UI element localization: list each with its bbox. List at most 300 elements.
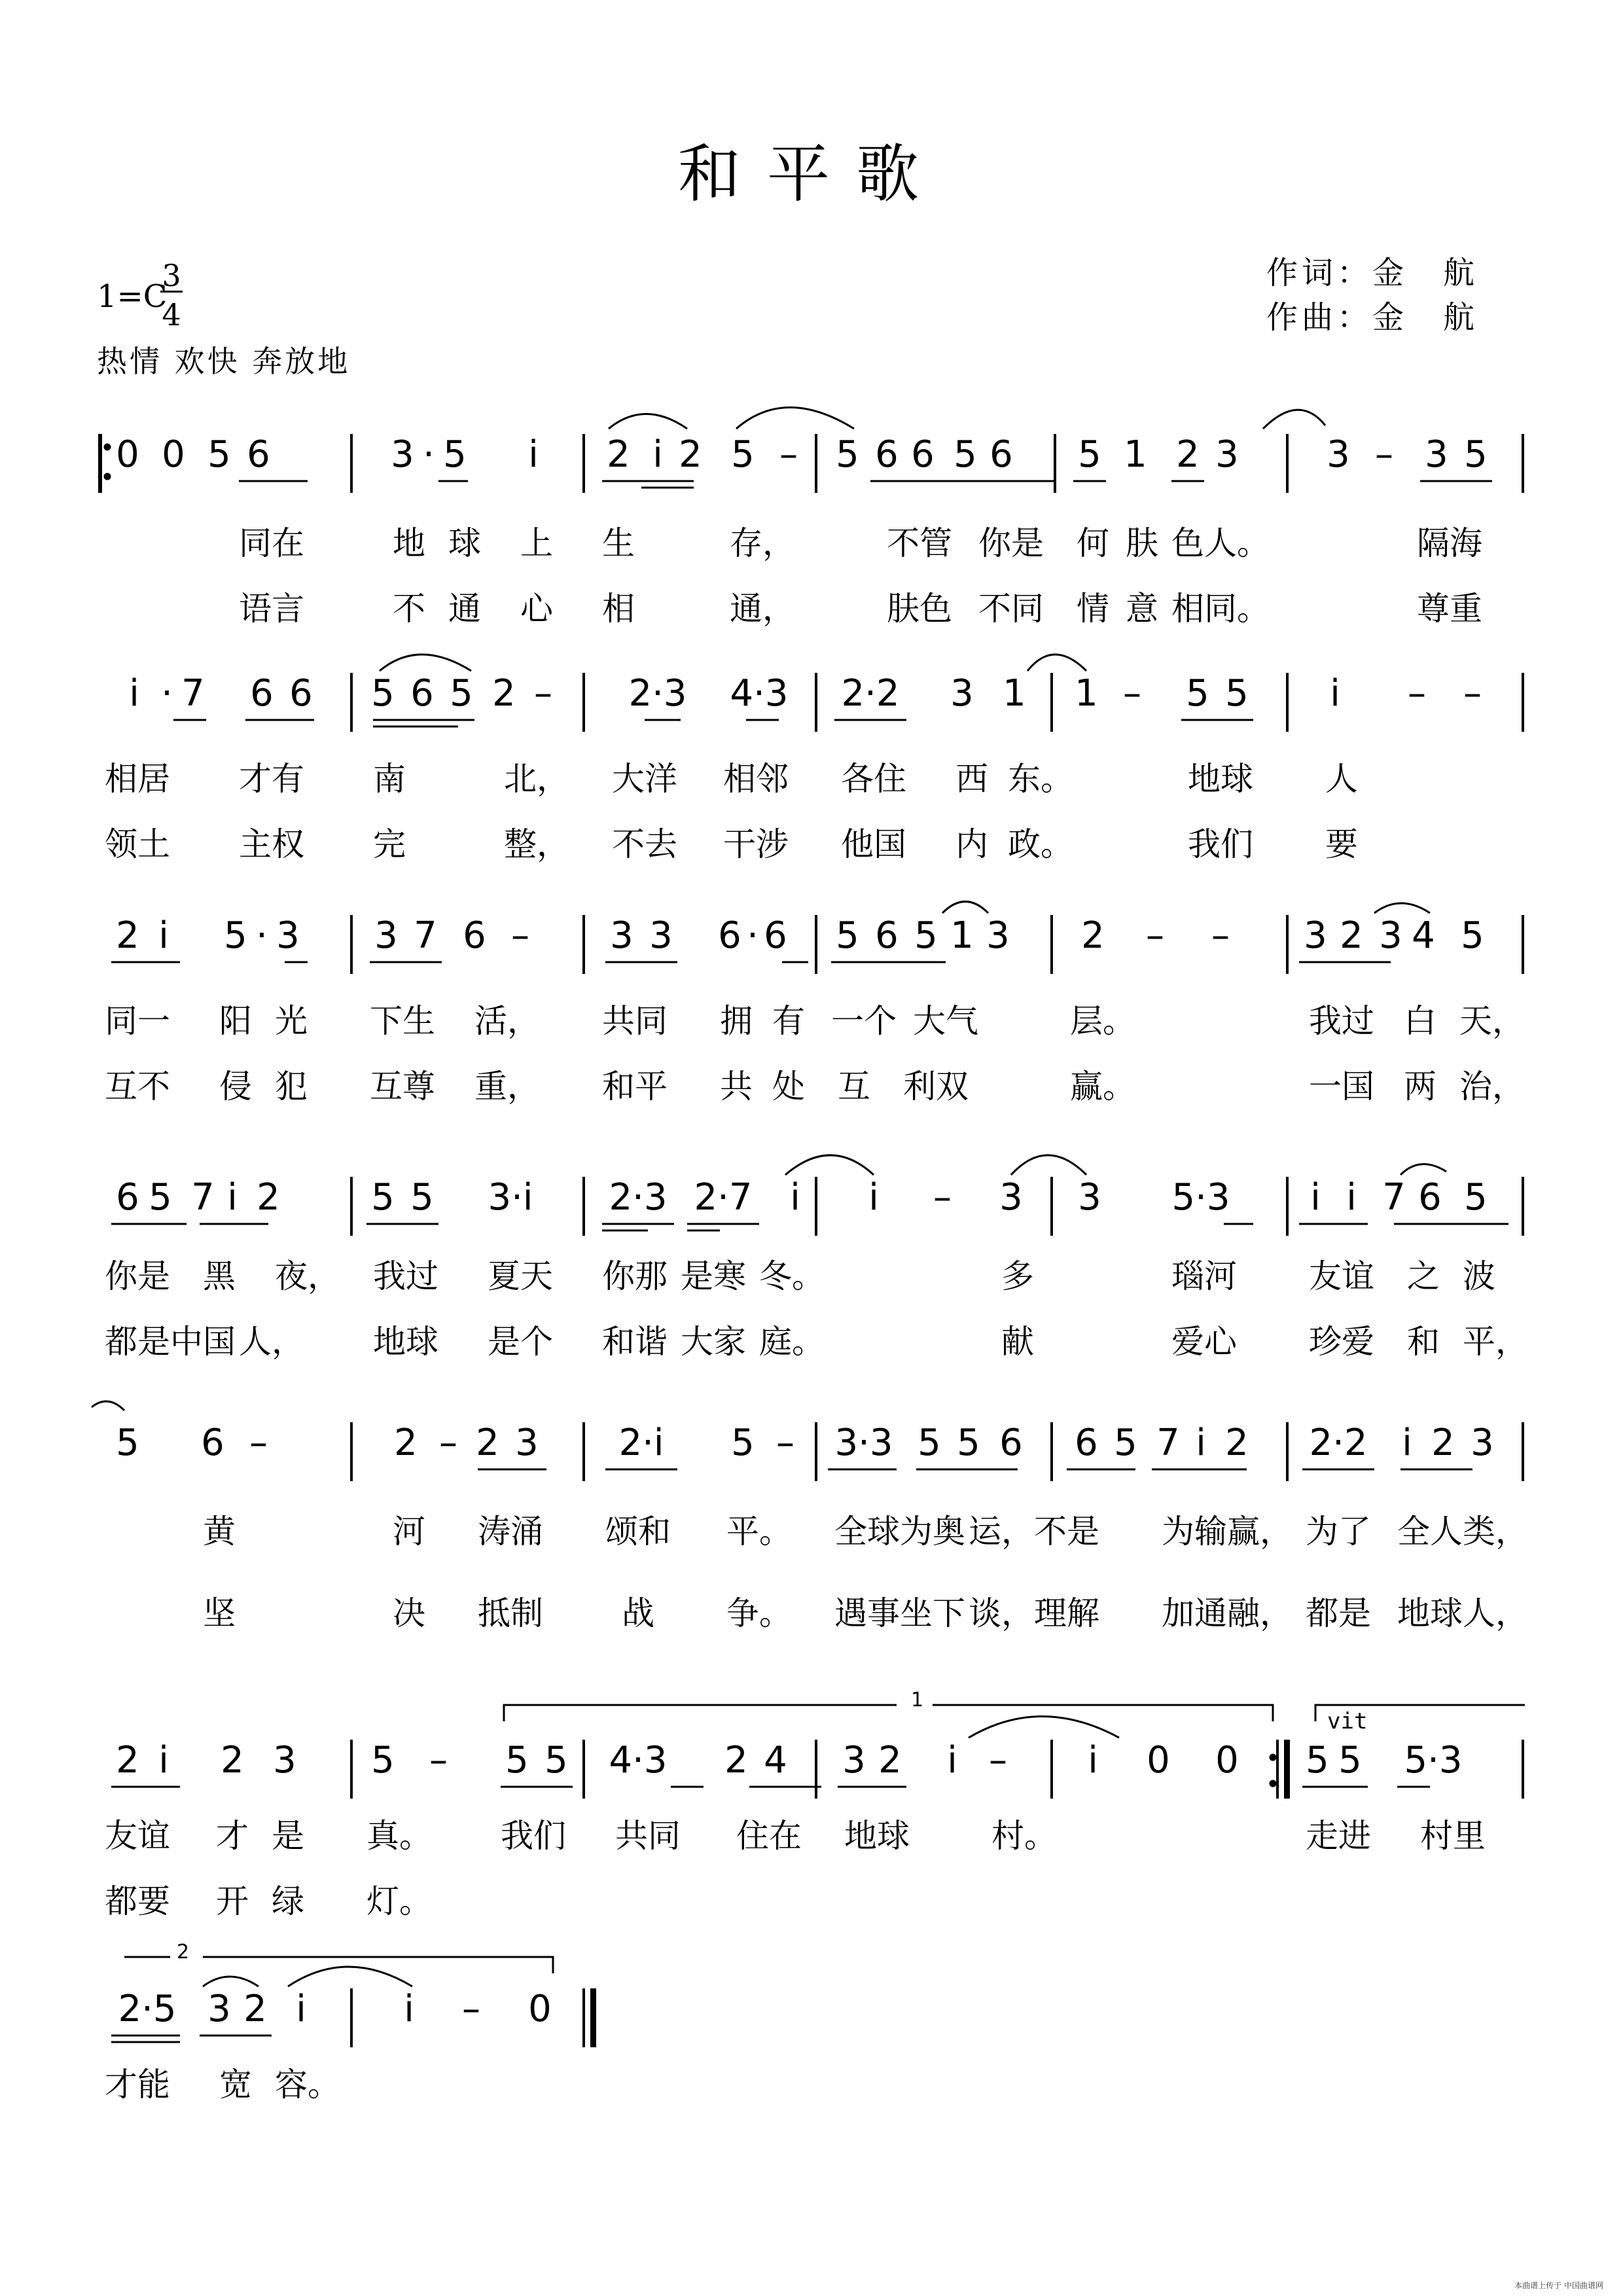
lyric: 两 <box>1404 1067 1436 1105</box>
lyric: 色人。 <box>1171 524 1270 562</box>
note: 2·5 <box>118 1988 177 2030</box>
note: 2 <box>221 1739 244 1782</box>
note: i <box>1088 1739 1098 1782</box>
note: 2 <box>1081 914 1105 957</box>
note: – <box>1146 914 1164 957</box>
note: 5 <box>731 1422 755 1464</box>
note: i <box>404 1988 414 2030</box>
lyric: 我们 <box>501 1817 566 1855</box>
lyric: 平。 <box>726 1513 792 1551</box>
lyric: 加通融， <box>1162 1594 1293 1632</box>
lyric: 不 <box>393 590 425 628</box>
volta-2-label: 2 <box>177 1941 190 1964</box>
note: i <box>227 1176 238 1219</box>
note: 6 <box>875 914 899 957</box>
note: 5·3 <box>1171 1176 1230 1219</box>
lyric: 上 <box>520 524 553 562</box>
lyric: 光 <box>275 1002 308 1040</box>
lyric: 开 <box>216 1882 249 1920</box>
lyric: 抵制 <box>478 1594 543 1632</box>
lyric: 和谐 <box>602 1323 668 1361</box>
lyric: 一国 <box>1309 1067 1374 1105</box>
note: 2 <box>116 1739 139 1782</box>
note: 3 <box>1425 433 1448 476</box>
note: · <box>256 914 268 957</box>
note: 5 <box>207 433 231 476</box>
note: 5 <box>731 433 755 476</box>
note: 6 <box>999 1422 1023 1464</box>
lyric: 黑 <box>203 1257 236 1295</box>
barline <box>1286 673 1289 732</box>
note: – <box>462 1988 480 2030</box>
lyric: 村。 <box>991 1817 1057 1855</box>
lyric: 都是 <box>105 1323 170 1361</box>
note: 2 <box>116 914 139 957</box>
score-system-7 <box>98 1983 1531 2055</box>
lyric: 治， <box>1459 1067 1525 1105</box>
tempo-marking: 热情 欢快 奔放地 <box>97 344 351 379</box>
lyric: 决 <box>393 1594 425 1632</box>
lyric: 互不 <box>105 1067 170 1105</box>
note: 4·3 <box>730 672 789 715</box>
barline <box>815 434 817 493</box>
lyric: 夏天 <box>488 1257 553 1295</box>
lyric: 共 <box>720 1067 753 1105</box>
note: – <box>511 914 529 957</box>
note: 5 <box>224 914 247 957</box>
lyric: 才能 <box>105 2066 170 2104</box>
note: i <box>129 672 139 715</box>
note: 5 <box>1114 1422 1137 1464</box>
note: 5 <box>1306 1739 1329 1782</box>
volta-bracket <box>504 1705 897 1721</box>
note: 4 <box>764 1739 787 1782</box>
barline <box>1286 915 1289 974</box>
note: 2 <box>492 672 516 715</box>
barline <box>1050 673 1053 732</box>
lyric: 地球 <box>373 1323 438 1361</box>
lyric: 友谊 <box>1309 1257 1374 1295</box>
repeat-end-barline <box>1276 1740 1279 1799</box>
lyric: 侵 <box>219 1067 252 1105</box>
lyric: 谈，理解 <box>969 1594 1099 1632</box>
note: 4·3 <box>609 1739 668 1782</box>
lyric: 我过 <box>1309 1002 1374 1040</box>
lyric: 人， <box>239 1323 304 1361</box>
lyric: 赢。 <box>1070 1067 1135 1105</box>
lyrics-verse-1-line-3 <box>98 998 1538 1044</box>
lyric: 不去 <box>612 825 677 863</box>
note: 3 <box>515 1422 539 1464</box>
lyric: 瑙河 <box>1171 1257 1237 1295</box>
lyric: 同一 <box>105 1002 170 1040</box>
barline <box>1522 915 1524 974</box>
lyric: 互尊 <box>370 1067 435 1105</box>
note: i <box>528 433 539 476</box>
note: 6 <box>289 672 313 715</box>
barline <box>815 1740 817 1799</box>
note: – <box>989 1739 1007 1782</box>
note: 6 <box>1418 1176 1442 1219</box>
lyric: 肤 <box>1126 524 1158 562</box>
lyric: 全人类， <box>1397 1513 1528 1551</box>
lyric: 庭。 <box>759 1323 825 1361</box>
lyric: 全球为奥 <box>834 1513 965 1551</box>
barline <box>350 434 353 493</box>
lyric: 我们 <box>1188 825 1253 863</box>
score-system-5 <box>98 1417 1531 1489</box>
barline <box>582 434 585 493</box>
lyric: 共同 <box>602 1002 668 1040</box>
note: 2·3 <box>609 1176 668 1219</box>
lyric: 不管 <box>887 524 952 562</box>
note: 5 <box>957 1422 980 1464</box>
lyric: 共同 <box>615 1817 681 1855</box>
note: 6 <box>463 914 486 957</box>
lyrics-verse-2-line-3 <box>98 1064 1538 1109</box>
note: 2 <box>679 433 702 476</box>
barline <box>1522 673 1524 732</box>
lyric: 整， <box>504 825 569 863</box>
barline <box>1050 1740 1053 1799</box>
barline <box>1286 434 1289 493</box>
barline <box>1522 1422 1524 1481</box>
note: 7 <box>1382 1176 1406 1219</box>
lyric: 一个 <box>831 1002 897 1040</box>
note: 6 <box>875 433 899 476</box>
note: 3 <box>1379 914 1402 957</box>
lyric: 是个 <box>488 1323 553 1361</box>
note: i <box>158 914 169 957</box>
note: 1 <box>1124 433 1147 476</box>
note: 6 <box>250 672 274 715</box>
barline <box>582 673 585 732</box>
note: 2·i <box>618 1422 664 1464</box>
repeat-start-barline <box>98 434 102 493</box>
lyric: 都要 <box>105 1882 170 1920</box>
note: 7 <box>1156 1422 1180 1464</box>
barline <box>350 1740 353 1799</box>
time-signature-denominator: 4 <box>162 297 181 332</box>
lyric: 为了 <box>1306 1513 1371 1551</box>
note: 5 <box>149 1176 172 1219</box>
note: – <box>1123 672 1141 715</box>
lyric: 内 <box>955 825 988 863</box>
note: – <box>439 1422 457 1464</box>
lyric: 人 <box>1325 760 1358 798</box>
lyric: 你是 <box>105 1257 170 1295</box>
barline <box>815 915 817 974</box>
lyric: 容。 <box>275 2066 340 2104</box>
note: i <box>652 433 663 476</box>
repeat-end-thick-barline <box>1284 1740 1290 1799</box>
lyric: 处 <box>772 1067 805 1105</box>
barline <box>350 1177 353 1236</box>
note: 5 <box>1461 914 1484 957</box>
note: 5 <box>371 672 395 715</box>
lyric: 语言 <box>239 590 304 628</box>
note: i <box>1346 1176 1357 1219</box>
lyric: 重， <box>474 1067 540 1105</box>
note: 5 <box>954 433 977 476</box>
note: 5 <box>914 914 938 957</box>
note: – <box>1408 672 1426 715</box>
lyric: 冬。 <box>759 1257 825 1295</box>
barline <box>350 915 353 974</box>
note: i <box>868 1176 879 1219</box>
note: 5 <box>544 1739 568 1782</box>
note: i <box>790 1176 800 1219</box>
lyric: 政。 <box>1008 825 1073 863</box>
barline <box>1054 434 1056 493</box>
lyric: 是 <box>272 1817 304 1855</box>
barline <box>1050 1177 1053 1236</box>
lyric: 互 <box>838 1067 870 1105</box>
note: i <box>296 1988 306 2030</box>
note: 3 <box>610 914 633 957</box>
volta-bracket <box>203 1957 553 1973</box>
lyric: 下生 <box>370 1002 435 1040</box>
note: 2 <box>607 433 630 476</box>
lyric: 才有 <box>239 760 304 798</box>
note: 3 <box>999 1176 1023 1219</box>
note: 5 <box>371 1176 395 1219</box>
slur <box>609 414 687 429</box>
lyric: 多 <box>1001 1257 1034 1295</box>
source-footer: 本曲谱上传于 中国曲谱网 <box>1514 2281 1603 2290</box>
barline <box>350 1422 353 1481</box>
score-system-3 <box>98 910 1531 982</box>
note: 0 <box>1215 1739 1239 1782</box>
note: 3 <box>1078 1176 1101 1219</box>
lyrics-final-line <box>98 2062 1538 2108</box>
time-signature-numerator: 3 <box>160 260 183 293</box>
lyric: 地球人， <box>1397 1594 1528 1632</box>
note: 2·2 <box>841 672 900 715</box>
lyric: 和 <box>1407 1323 1440 1361</box>
note: 2·7 <box>694 1176 753 1219</box>
barline <box>1522 1740 1524 1799</box>
lyric: 坚 <box>203 1594 236 1632</box>
note: 5 <box>836 914 859 957</box>
note: i <box>1330 672 1340 715</box>
note: 3·i <box>488 1176 533 1219</box>
lyric: 和平 <box>602 1067 668 1105</box>
barline <box>815 1177 817 1236</box>
barline <box>1522 434 1524 493</box>
lyric: 情 <box>1077 590 1109 628</box>
note: 3 <box>276 914 300 957</box>
note: 5·3 <box>1404 1739 1463 1782</box>
lyrics-verse-1-line-1 <box>98 520 1538 566</box>
lyric: 活， <box>474 1002 540 1040</box>
note: 2 <box>1431 1422 1455 1464</box>
note: · <box>161 672 173 715</box>
note: 5 <box>116 1422 139 1464</box>
lyric: 大洋 <box>612 760 677 798</box>
lyric: 真。 <box>366 1817 432 1855</box>
lyric: 运，不是 <box>969 1513 1099 1551</box>
lyrics-verse-2-line-1 <box>98 586 1538 632</box>
lyric: 宽 <box>219 2066 252 2104</box>
note: 5 <box>410 1176 434 1219</box>
lyric: 争。 <box>726 1594 792 1632</box>
lyric: 相同。 <box>1171 590 1270 628</box>
final-thin-barline <box>582 1988 585 2047</box>
note: 5 <box>918 1422 941 1464</box>
vitesse-mark: vit <box>1327 1708 1368 1734</box>
barline <box>1522 1177 1524 1236</box>
lyric: 白 <box>1404 1002 1436 1040</box>
note: 7 <box>414 914 437 957</box>
note: 6 <box>990 433 1013 476</box>
lyric: 主权 <box>239 825 304 863</box>
note: 3 <box>391 433 414 476</box>
note: 2·2 <box>1309 1422 1368 1464</box>
lyric: 战 <box>622 1594 654 1632</box>
score-system-2 <box>98 668 1531 740</box>
note: · <box>747 914 758 957</box>
lyric: 尊重 <box>1417 590 1482 628</box>
lyric: 绿 <box>272 1882 304 1920</box>
lyric: 天， <box>1459 1002 1525 1040</box>
lyric: 颂和 <box>605 1513 671 1551</box>
lyric: 存， <box>730 524 795 562</box>
lyric: 干涉 <box>723 825 789 863</box>
lyric: 都是 <box>1306 1594 1371 1632</box>
note: i <box>158 1739 169 1782</box>
note: i <box>1310 1176 1321 1219</box>
lyric: 你那 <box>602 1257 668 1295</box>
note: 5 <box>505 1739 529 1782</box>
lyric: 相 <box>602 590 635 628</box>
note: 5 <box>1186 672 1209 715</box>
barline <box>350 1988 353 2047</box>
barline <box>1286 1422 1289 1481</box>
score-system-1 <box>98 429 1531 501</box>
lyric: 地球 <box>1188 760 1253 798</box>
lyric: 拥 <box>720 1002 753 1040</box>
lyric: 球 <box>448 524 481 562</box>
note: 2 <box>243 1988 267 2030</box>
lyric: 友谊 <box>105 1817 170 1855</box>
lyric: 完 <box>373 825 406 863</box>
note: 2·3 <box>628 672 687 715</box>
lyric: 大气 <box>913 1002 978 1040</box>
note: – <box>776 1422 794 1464</box>
lyrics-verse-1-line-4 <box>98 1253 1538 1299</box>
slur <box>736 408 854 429</box>
note: 3 <box>273 1739 296 1782</box>
note: 3 <box>649 914 673 957</box>
note: 3 <box>842 1739 866 1782</box>
score-system-6 <box>98 1734 1531 1806</box>
note: 1 <box>1075 672 1098 715</box>
barline <box>1050 1422 1053 1481</box>
note: 3 <box>1471 1422 1494 1464</box>
barline <box>1050 915 1053 974</box>
lyric: 层。 <box>1070 1002 1135 1040</box>
lyric: 河 <box>393 1513 425 1551</box>
lyric: 才 <box>216 1817 249 1855</box>
volta-1-label: 1 <box>911 1689 924 1712</box>
note: 0 <box>162 433 185 476</box>
lyric: 不同 <box>978 590 1044 628</box>
lyric: 通 <box>448 590 481 628</box>
lyric: 同在 <box>239 524 304 562</box>
lyrics-verse-2-line-6 <box>98 1878 1538 1924</box>
note: 2 <box>257 1176 280 1219</box>
lyric: 夜， <box>275 1257 340 1295</box>
note: 3 <box>374 914 398 957</box>
note: i <box>1196 1422 1206 1464</box>
lyrics-verse-2-line-4 <box>98 1319 1538 1365</box>
lyric: 有 <box>772 1002 805 1040</box>
lyrics-verse-2-line-5 <box>98 1590 1538 1636</box>
lyric: 平， <box>1463 1323 1528 1361</box>
note: – <box>534 672 552 715</box>
barline <box>1286 1177 1289 1236</box>
lyric: 利双 <box>903 1067 969 1105</box>
lyric: 村里 <box>1420 1817 1486 1855</box>
note: 5 <box>1464 433 1488 476</box>
lyric: 他国 <box>841 825 906 863</box>
note: 3 <box>1215 433 1239 476</box>
note: 0 <box>528 1988 552 2030</box>
lyric: 西 <box>955 760 988 798</box>
note: 6 <box>1075 1422 1098 1464</box>
lyric: 我过 <box>373 1257 438 1295</box>
note: 5 <box>1225 672 1249 715</box>
note: – <box>933 1176 952 1219</box>
lyric: 献 <box>1001 1323 1034 1361</box>
note: 2 <box>1176 433 1200 476</box>
barline <box>582 1740 585 1799</box>
note: 2 <box>476 1422 499 1464</box>
note: 1 <box>1003 672 1026 715</box>
lyric: 之 <box>1407 1257 1440 1295</box>
note: 3 <box>1327 433 1350 476</box>
note: i <box>947 1739 957 1782</box>
lyric: 何 <box>1077 524 1109 562</box>
note: 6 <box>247 433 270 476</box>
note: – <box>249 1422 268 1464</box>
barline <box>815 1422 817 1481</box>
note: – <box>1463 672 1482 715</box>
lyrics-verse-1-line-6 <box>98 1813 1538 1859</box>
lyric: 意 <box>1126 590 1158 628</box>
lyric: 通， <box>730 590 795 628</box>
note: 6 <box>911 433 935 476</box>
lyric: 波 <box>1463 1257 1495 1295</box>
lyric: 爱心 <box>1171 1323 1237 1361</box>
key-signature: 1=C <box>97 278 168 315</box>
note: 6 <box>116 1176 139 1219</box>
lyric: 犯 <box>275 1067 308 1105</box>
note: 3·3 <box>834 1422 893 1464</box>
lyric: 要 <box>1325 825 1358 863</box>
lyric: 心 <box>520 590 553 628</box>
note: 2 <box>1225 1422 1249 1464</box>
lyric: 相邻 <box>723 760 789 798</box>
lyric: 相居 <box>105 760 170 798</box>
slur <box>92 1401 124 1410</box>
note: 2 <box>878 1739 902 1782</box>
lyric: 遇事坐下 <box>834 1594 965 1632</box>
note: 2 <box>724 1739 748 1782</box>
barline <box>582 915 585 974</box>
lyric: 地 <box>393 524 425 562</box>
